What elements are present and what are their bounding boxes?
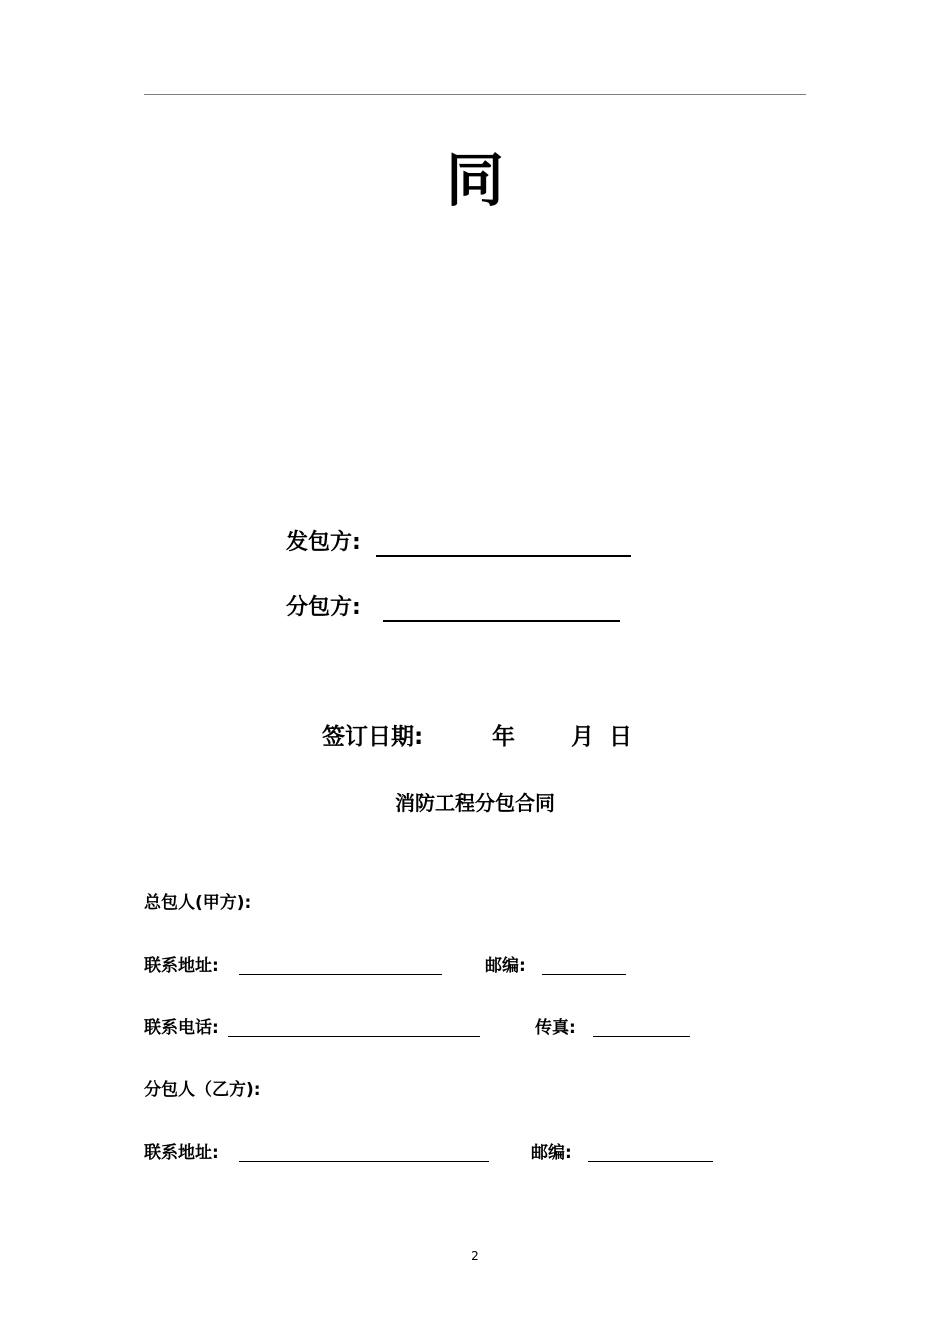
party-a-phone-line[interactable] [228,1036,480,1037]
month-label: 月 [571,724,594,750]
subcontractor-label: 分包方: [286,595,361,620]
year-label: 年 [492,724,515,750]
issuer-blank-line[interactable] [376,555,631,557]
party-a-fax-label: 传真: [535,1018,576,1038]
sign-date-label: 签订日期: [322,724,424,750]
issuer-label: 发包方: [286,530,361,555]
party-a-heading: 总包人(甲方): [144,893,252,913]
header-rule [144,94,806,95]
contract-title: 消防工程分包合同 [395,791,555,815]
party-b-postcode-label: 邮编: [531,1143,572,1163]
cover-title-char: 同 [445,146,504,214]
subcontractor-blank-line[interactable] [383,620,620,622]
party-b-heading: 分包人（乙方): [144,1080,261,1100]
party-b-address-label: 联系地址: [144,1143,219,1163]
party-a-phone-label: 联系电话: [144,1018,219,1038]
party-a-postcode-line[interactable] [542,974,626,975]
party-a-fax-line[interactable] [593,1036,690,1037]
party-a-address-line[interactable] [239,974,442,975]
page-number: 2 [471,1249,479,1263]
day-label: 日 [609,724,632,750]
party-b-postcode-line[interactable] [588,1161,713,1162]
party-a-postcode-label: 邮编: [485,956,526,976]
party-a-address-label: 联系地址: [144,956,219,976]
party-b-address-line[interactable] [239,1161,489,1162]
